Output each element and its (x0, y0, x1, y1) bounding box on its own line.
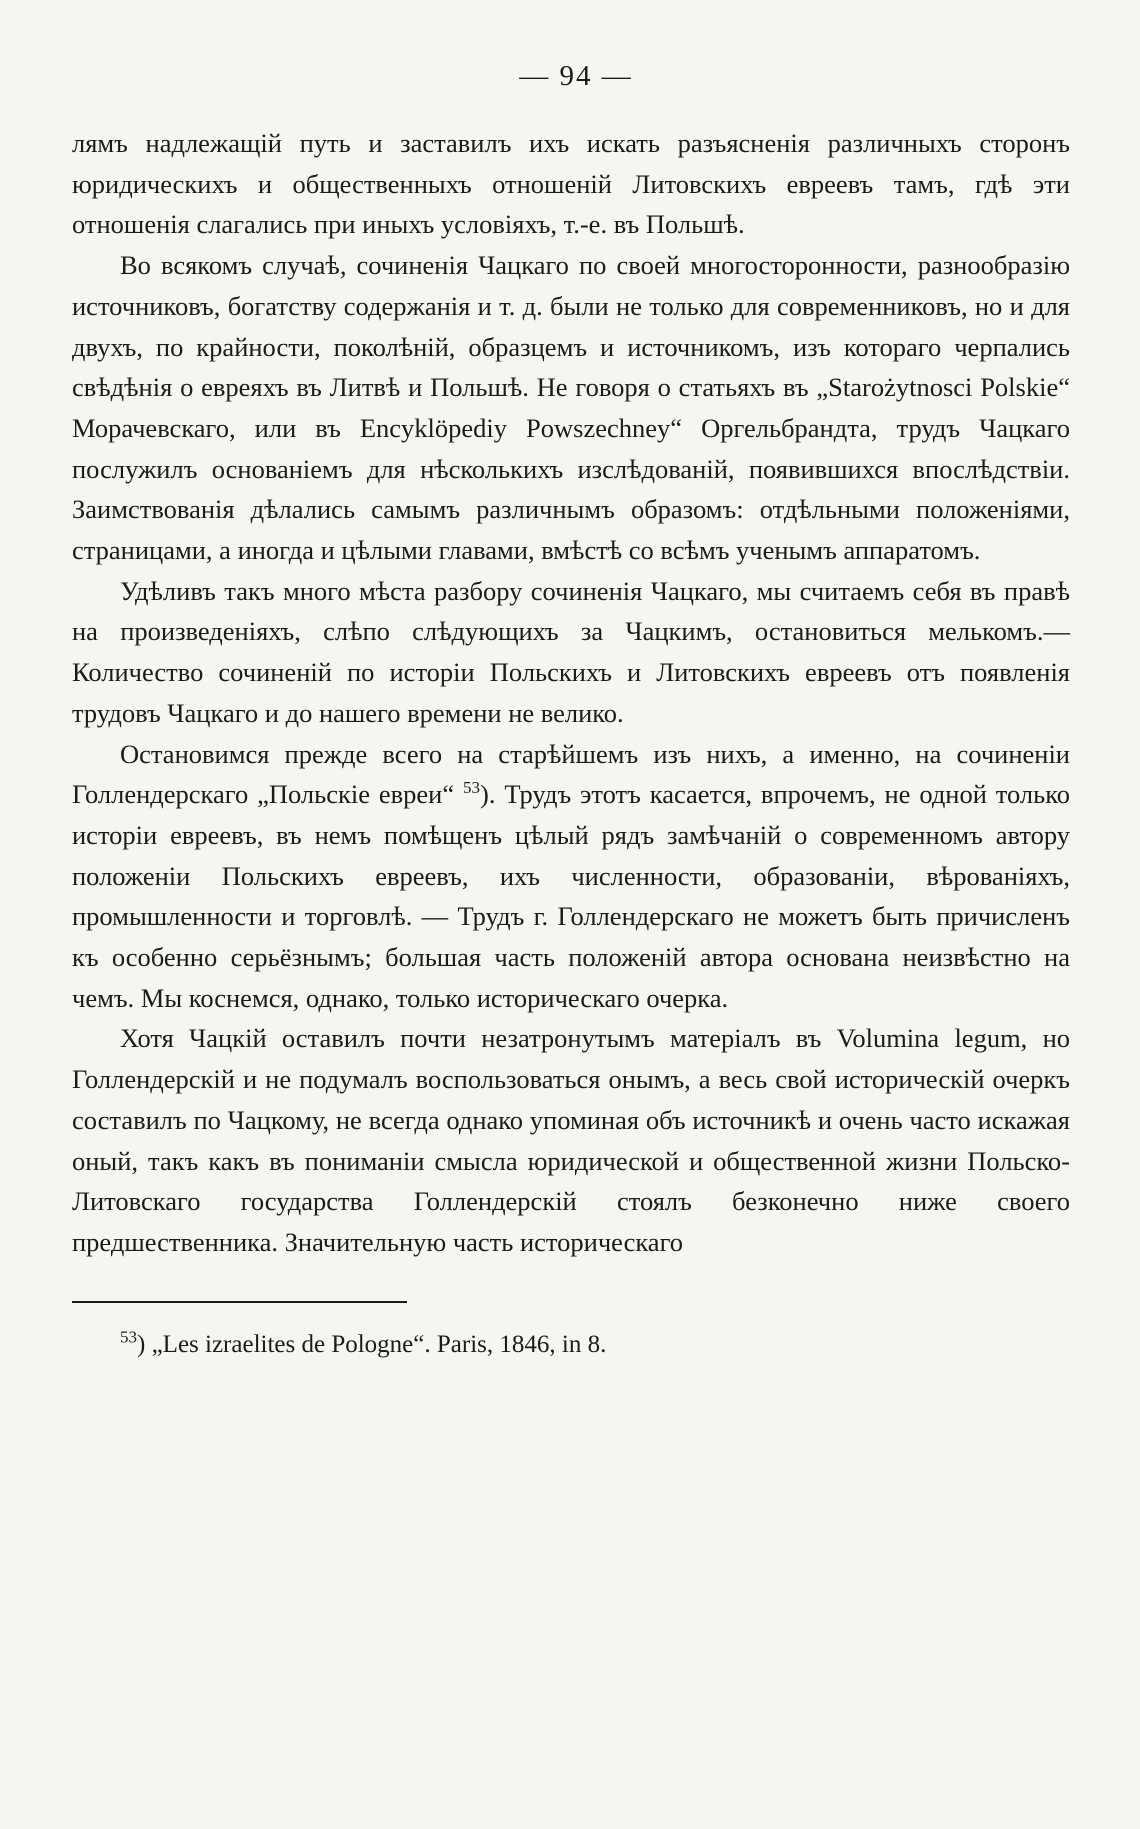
footnote-53 (120, 1327, 1070, 1363)
body-text (72, 123, 1070, 1263)
footnote-divider (72, 1301, 407, 1303)
paragraph-4-after-note: ). Трудъ этотъ касается, впрочемъ, не одной только исторіи евреевъ, въ немъ помѣщенъ цѣлый рядъ замѣчаній о современномъ автору положеніи Польскихъ евреевъ, ихъ численности, образованіи, вѣрованіяхъ, промышленности и торговлѣ. — Трудъ г. Голлендерскаго не можетъ быть причисленъ къ особенно серьёзнымъ; большая часть положеній автора основана неизвѣстно на чемъ. Мы коснемся, однако, только историческаго очерка. (72, 779, 1071, 1013)
footnote-mark: 53 (120, 1327, 137, 1347)
paragraph-4-before-note: Остановимся прежде всего на старѣйшемъ изъ нихъ, а именно, на сочиненіи Голлендерскаго „Польскіе евреи“ (72, 738, 1070, 810)
paragraph-1: лямъ надлежащій путь и заставилъ ихъ искать разъясненія различныхъ сторонъ юридическихъ и общественныхъ отношеній Литовскихъ евреевъ тамъ, гдѣ эти отношенія слагались при иныхъ условіяхъ, т.-е. въ Польшѣ. (72, 128, 1070, 240)
paragraph-3: Удѣливъ такъ много мѣста разбору сочиненія Чацкаго, мы считаемъ себя въ правѣ на произведеніяхъ, слѣпо слѣдующихъ за Чацкимъ, остановиться мелькомъ.—Количество сочиненій по исторіи Польскихъ и Литовскихъ евреевъ отъ появленія трудовъ Чацкаго и до нашего времени не велико. (72, 575, 1070, 728)
footnote-text: ) „Les izraelites de Pologne“. Paris, 1846, in 8. (137, 1330, 607, 1358)
footnote-reference-53: 53 (463, 778, 480, 798)
paragraph-2: Во всякомъ случаѣ, сочиненія Чацкаго по своей многосторонности, разнообразію источниковъ, богатству содержанія и т. д. были не только для современниковъ, но и для двухъ, по крайности, поколѣній, образцемъ и источникомъ, изъ котораго черпались свѣдѣнія о евреяхъ въ Литвѣ и Польшѣ. Не говоря о статьяхъ въ „Starożytnosci Polskie“ Морачевскаго, или въ Encyklöpediy Powszechney“ Оргельбрандта, трудъ Чацкаго послужилъ основаніемъ для нѣсколькихъ изслѣдованій, появившихся впослѣдствіи. Заимствованія дѣлались самымъ различнымъ образомъ: отдѣльными положеніями, страницами, а иногда и цѣлыми главами, вмѣстѣ со всѣмъ ученымъ аппаратомъ. (72, 250, 1070, 566)
paragraph-5: Хотя Чацкій оставилъ почти незатронутымъ матеріалъ въ Volumina legum, но Голлендерскій и не подумалъ воспользоваться онымъ, а весь свой историческій очеркъ составилъ по Чацкому, не всегда однако упоминая объ источникѣ и очень часто искажая оный, такъ какъ въ пониманіи смысла юридической и общественной жизни Польско-Литовскаго государства Голлендерскій стоялъ безконечно ниже своего предшественника. Значительную часть историческаго (72, 1023, 1070, 1257)
page-number: — 94 — (519, 60, 633, 92)
paragraph-4 (72, 734, 1070, 1019)
